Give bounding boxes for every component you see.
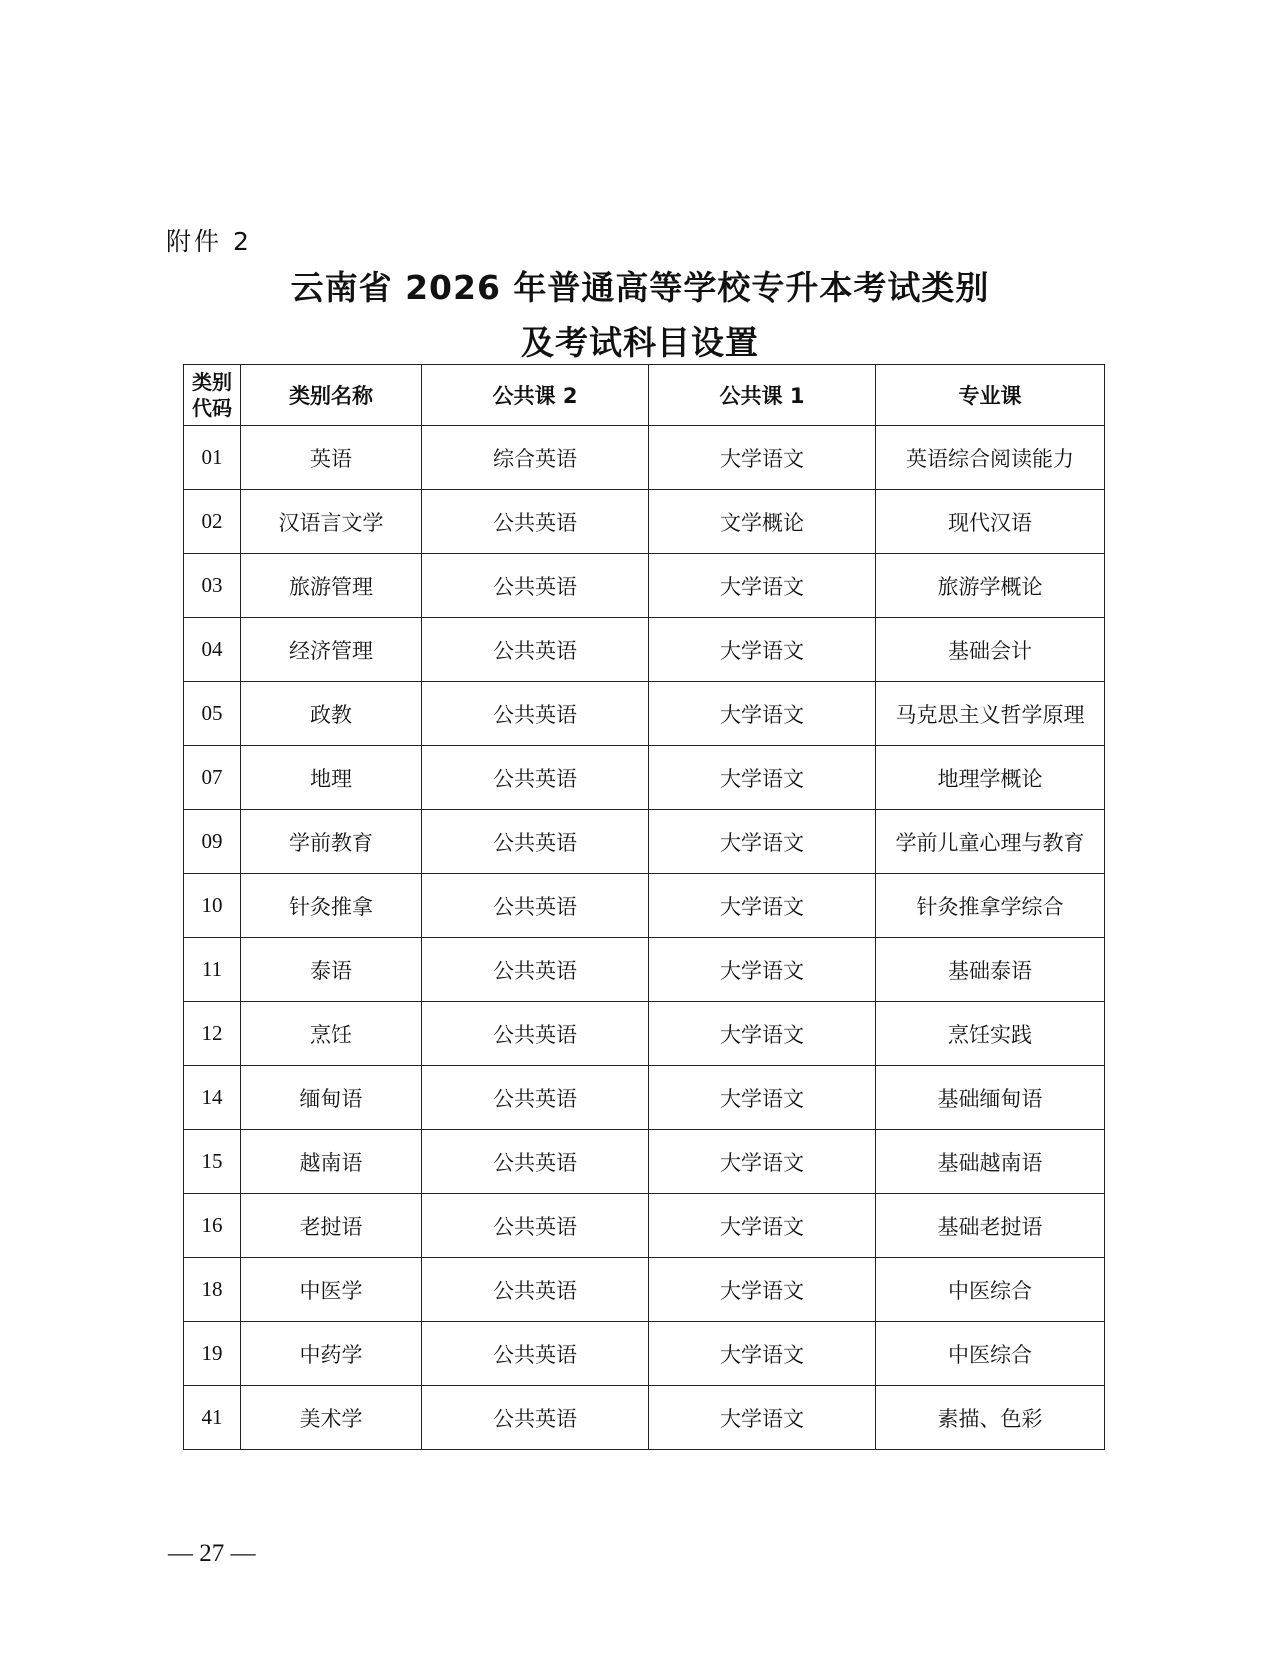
cell-category-code: 15	[184, 1130, 241, 1194]
cell-public-course-2: 公共英语	[422, 1194, 649, 1258]
cell-public-course-2: 公共英语	[422, 490, 649, 554]
cell-public-course-2: 公共英语	[422, 618, 649, 682]
header-code-line-2: 代码	[192, 396, 232, 420]
cell-category-code: 05	[184, 682, 241, 746]
table-row	[184, 1258, 1105, 1322]
table-row	[184, 682, 1105, 746]
cell-public-course-1: 大学语文	[649, 938, 876, 1002]
table-row	[184, 1002, 1105, 1066]
cell-public-course-1: 大学语文	[649, 810, 876, 874]
cell-major-course: 马克思主义哲学原理	[876, 682, 1105, 746]
cell-category-code: 19	[184, 1322, 241, 1386]
cell-category-name: 学前教育	[241, 810, 422, 874]
table-row	[184, 490, 1105, 554]
cell-public-course-2: 公共英语	[422, 682, 649, 746]
page-number: — 27 —	[168, 1540, 256, 1567]
cell-public-course-1: 大学语文	[649, 1066, 876, 1130]
table-row	[184, 554, 1105, 618]
cell-category-code: 18	[184, 1258, 241, 1322]
cell-public-course-1: 文学概论	[649, 490, 876, 554]
cell-public-course-1: 大学语文	[649, 1002, 876, 1066]
cell-major-course: 地理学概论	[876, 746, 1105, 810]
cell-public-course-1: 大学语文	[649, 426, 876, 490]
cell-category-name: 旅游管理	[241, 554, 422, 618]
table-row	[184, 746, 1105, 810]
header-category-name: 类别名称	[241, 365, 422, 426]
cell-major-course: 基础泰语	[876, 938, 1105, 1002]
cell-major-course: 中医综合	[876, 1322, 1105, 1386]
table-row	[184, 1194, 1105, 1258]
cell-category-name: 针灸推拿	[241, 874, 422, 938]
cell-category-code: 07	[184, 746, 241, 810]
cell-category-code: 10	[184, 874, 241, 938]
cell-category-name: 中药学	[241, 1322, 422, 1386]
cell-public-course-1: 大学语文	[649, 618, 876, 682]
cell-public-course-1: 大学语文	[649, 746, 876, 810]
table-row	[184, 874, 1105, 938]
cell-public-course-1: 大学语文	[649, 1258, 876, 1322]
cell-public-course-2: 公共英语	[422, 1002, 649, 1066]
cell-major-course: 针灸推拿学综合	[876, 874, 1105, 938]
cell-public-course-2: 公共英语	[422, 1258, 649, 1322]
cell-major-course: 现代汉语	[876, 490, 1105, 554]
table-row	[184, 426, 1105, 490]
cell-public-course-2: 公共英语	[422, 1386, 649, 1450]
table-row	[184, 1322, 1105, 1386]
cell-public-course-2: 公共英语	[422, 1130, 649, 1194]
table-row	[184, 810, 1105, 874]
attachment-label: 附件 2	[166, 227, 252, 256]
cell-public-course-2: 公共英语	[422, 874, 649, 938]
cell-category-name: 越南语	[241, 1130, 422, 1194]
cell-category-name: 中医学	[241, 1258, 422, 1322]
cell-category-code: 16	[184, 1194, 241, 1258]
table-row	[184, 618, 1105, 682]
cell-public-course-2: 公共英语	[422, 810, 649, 874]
cell-public-course-2: 公共英语	[422, 554, 649, 618]
cell-category-name: 英语	[241, 426, 422, 490]
cell-category-code: 01	[184, 426, 241, 490]
header-code-line-1: 类别	[192, 370, 232, 394]
cell-major-course: 素描、色彩	[876, 1386, 1105, 1450]
table-row	[184, 938, 1105, 1002]
cell-category-code: 11	[184, 938, 241, 1002]
header-category-code	[184, 365, 241, 426]
cell-category-code: 03	[184, 554, 241, 618]
table-row	[184, 1066, 1105, 1130]
cell-public-course-2: 公共英语	[422, 746, 649, 810]
cell-major-course: 基础缅甸语	[876, 1066, 1105, 1130]
cell-public-course-1: 大学语文	[649, 682, 876, 746]
cell-major-course: 烹饪实践	[876, 1002, 1105, 1066]
header-major-course: 专业课	[876, 365, 1105, 426]
cell-category-name: 泰语	[241, 938, 422, 1002]
cell-major-course: 英语综合阅读能力	[876, 426, 1105, 490]
cell-public-course-2: 公共英语	[422, 1322, 649, 1386]
cell-public-course-2: 公共英语	[422, 938, 649, 1002]
cell-major-course: 基础会计	[876, 618, 1105, 682]
header-public-course-1: 公共课 1	[649, 365, 876, 426]
cell-category-code: 12	[184, 1002, 241, 1066]
cell-category-name: 经济管理	[241, 618, 422, 682]
header-public-course-2: 公共课 2	[422, 365, 649, 426]
cell-public-course-2: 公共英语	[422, 1066, 649, 1130]
table-body	[184, 426, 1105, 1450]
cell-category-name: 美术学	[241, 1386, 422, 1450]
cell-category-code: 04	[184, 618, 241, 682]
cell-major-course: 基础越南语	[876, 1130, 1105, 1194]
cell-public-course-1: 大学语文	[649, 554, 876, 618]
document-title-line-1: 云南省 2026 年普通高等学校专升本考试类别	[290, 268, 990, 307]
cell-public-course-1: 大学语文	[649, 1386, 876, 1450]
table-header-row	[184, 365, 1105, 426]
cell-category-code: 14	[184, 1066, 241, 1130]
cell-category-code: 41	[184, 1386, 241, 1450]
cell-category-name: 政教	[241, 682, 422, 746]
cell-major-course: 学前儿童心理与教育	[876, 810, 1105, 874]
cell-category-code: 02	[184, 490, 241, 554]
cell-public-course-2: 综合英语	[422, 426, 649, 490]
cell-category-name: 地理	[241, 746, 422, 810]
cell-major-course: 基础老挝语	[876, 1194, 1105, 1258]
cell-category-name: 烹饪	[241, 1002, 422, 1066]
table-row	[184, 1130, 1105, 1194]
cell-category-name: 缅甸语	[241, 1066, 422, 1130]
cell-public-course-1: 大学语文	[649, 1194, 876, 1258]
document-title-line-2: 及考试科目设置	[521, 323, 759, 362]
table-row	[184, 1386, 1105, 1450]
cell-category-name: 汉语言文学	[241, 490, 422, 554]
cell-major-course: 中医综合	[876, 1258, 1105, 1322]
cell-public-course-1: 大学语文	[649, 1130, 876, 1194]
cell-public-course-1: 大学语文	[649, 1322, 876, 1386]
exam-subjects-table	[183, 364, 1105, 1450]
cell-major-course: 旅游学概论	[876, 554, 1105, 618]
cell-public-course-1: 大学语文	[649, 874, 876, 938]
cell-category-code: 09	[184, 810, 241, 874]
cell-category-name: 老挝语	[241, 1194, 422, 1258]
